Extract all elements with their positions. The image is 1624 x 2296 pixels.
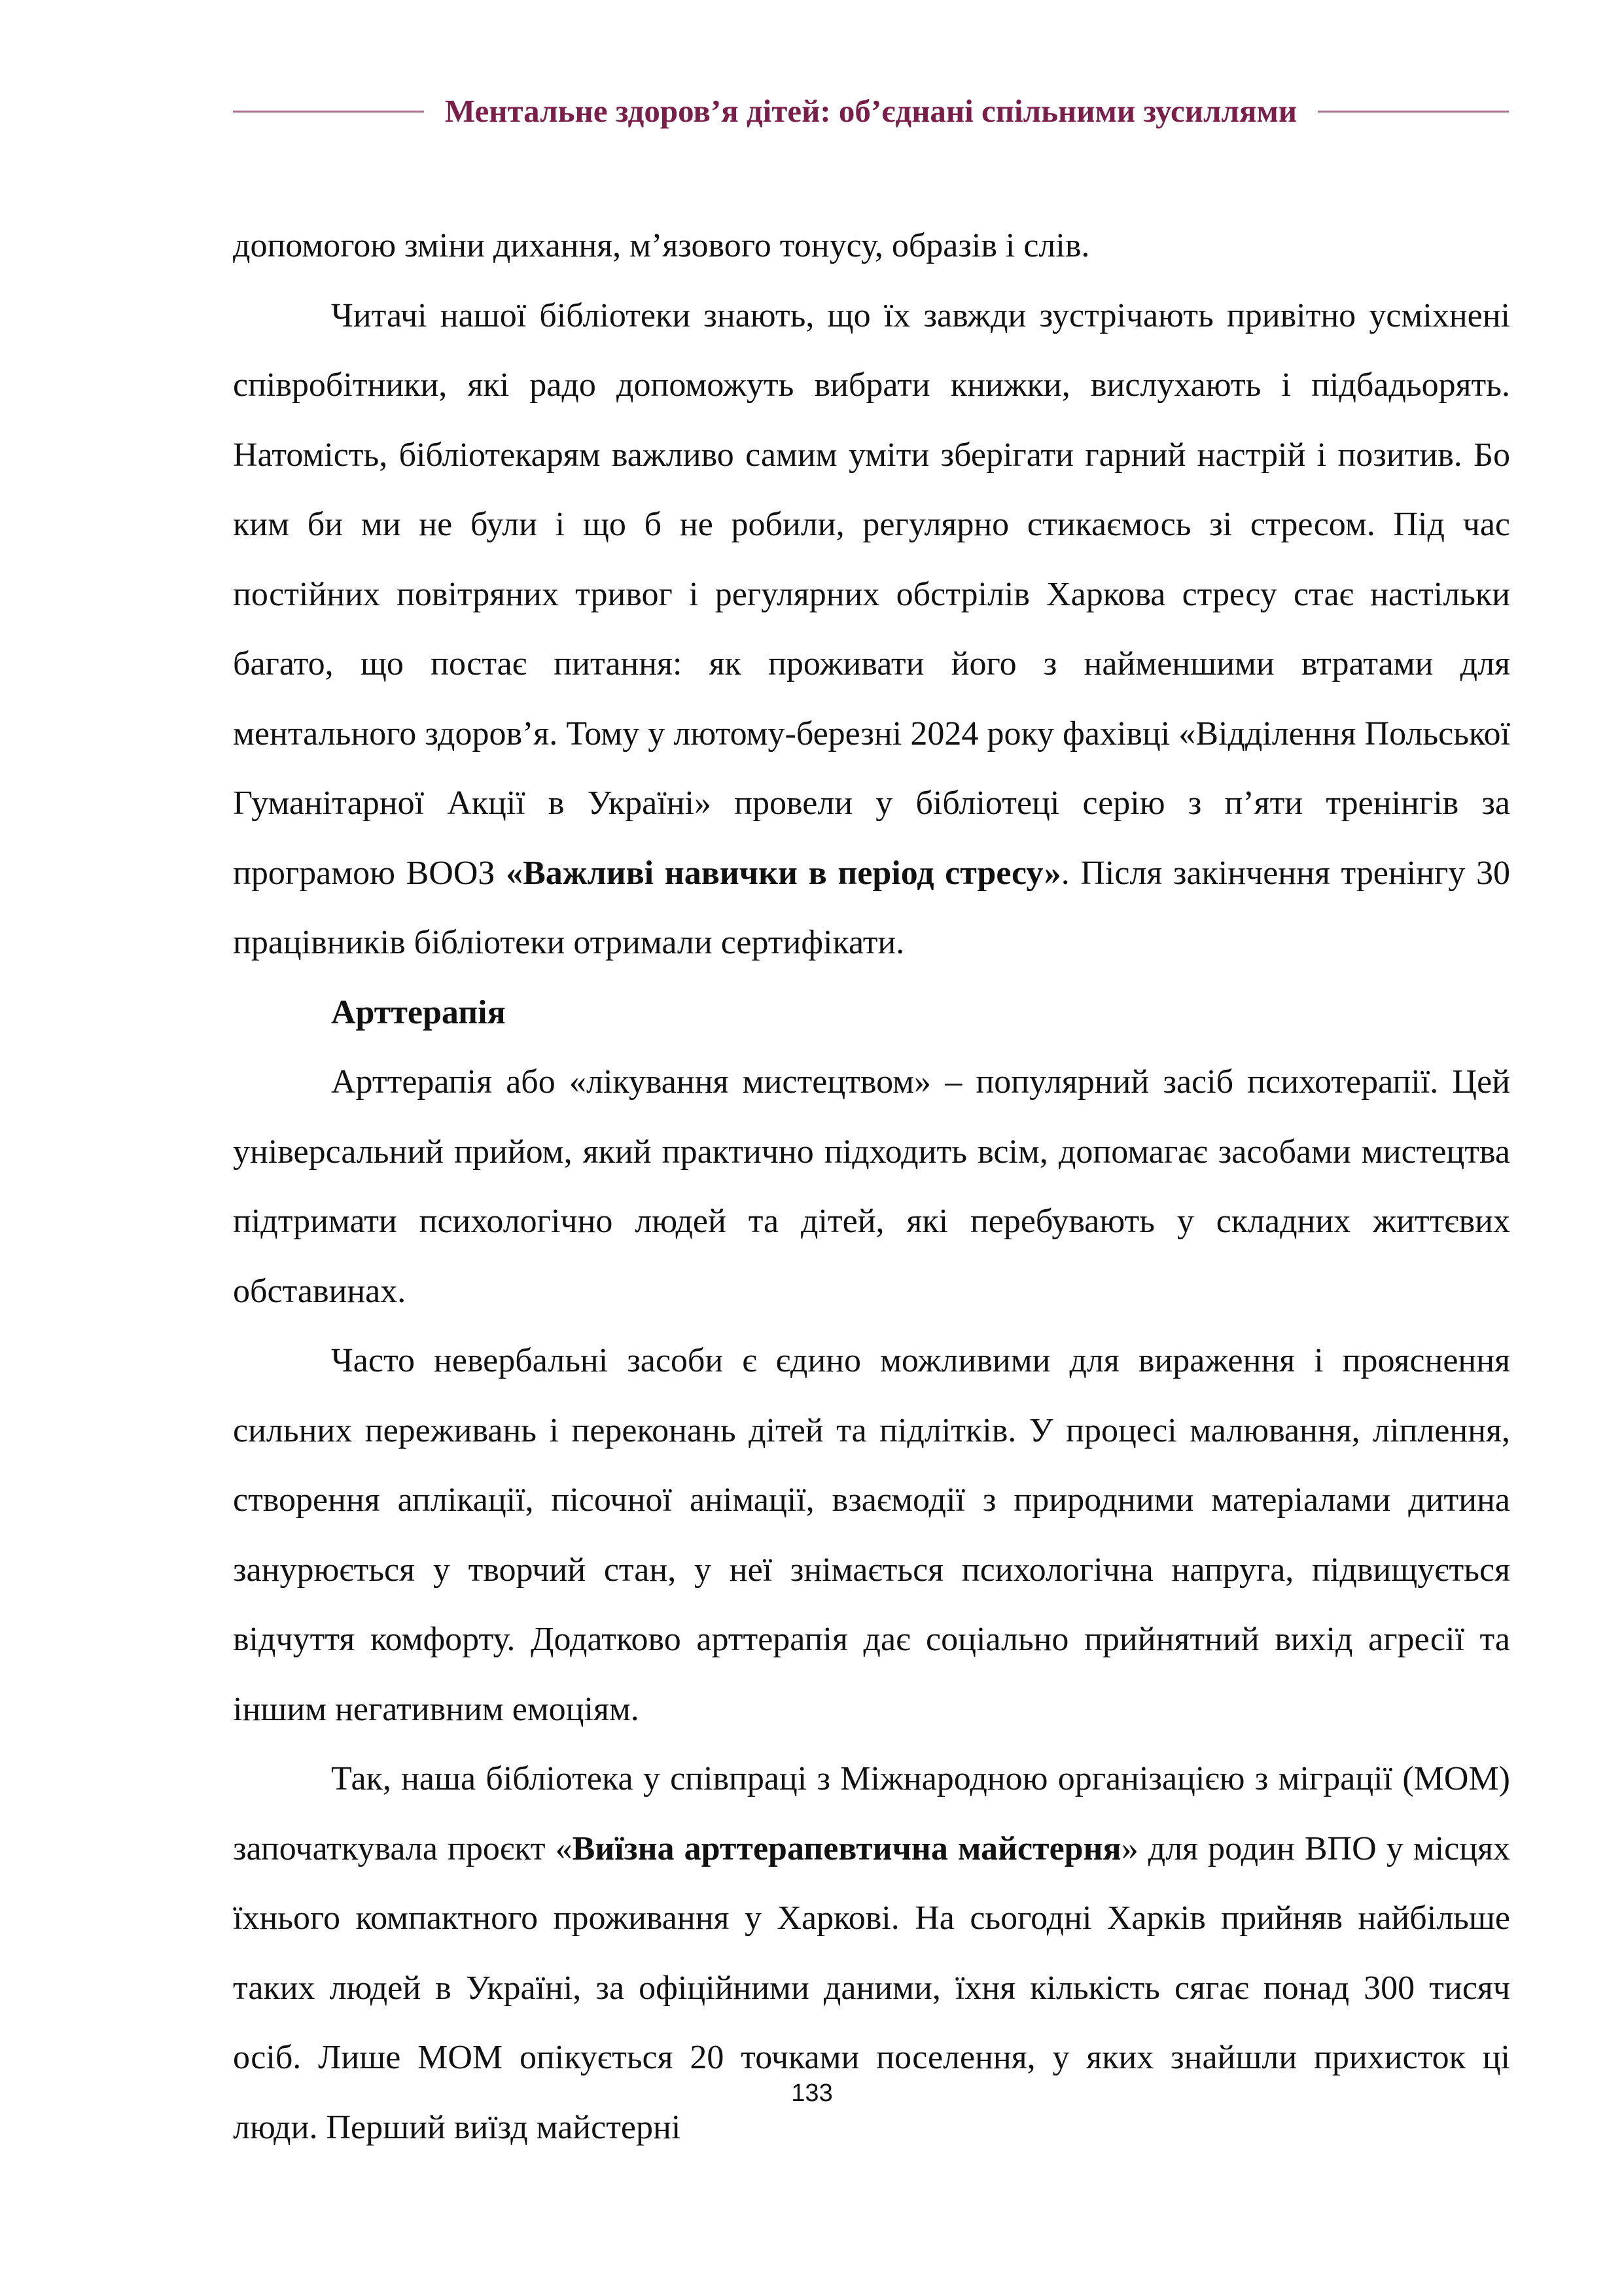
body-text bbox=[233, 211, 1510, 2163]
paragraph-continuation: допомогою зміни дихання, м’язового тонусу, образів і слів. bbox=[233, 227, 1090, 264]
paragraph-art-therapy-definition: Арттерапія або «лікування мистецтвом» – популярний засіб психотерапії. Цей універсальний прийом, який практично підходить всім, допомагає засобами мистецтва підтримати психологічно людей та дітей, які перебувають у складних життєвих обставинах. bbox=[233, 1063, 1510, 1310]
section-heading-art-therapy: Арттерапія bbox=[331, 993, 506, 1031]
training-program-title: «Важливі навички в період стресу» bbox=[506, 854, 1061, 892]
paragraph-text: . Після закінчення тренінгу 30 працівників бібліотеки отримали сертифікати. bbox=[233, 854, 1510, 961]
paragraph-nonverbal-means: Часто невербальні засоби є єдино можливими для вираження і прояснення сильних переживань і переконань дітей та підлітків. У процесі малювання, ліплення, створення аплікації, пісочної анімації, взаємодії з природними матеріалами дитина занурюється у творчий стан, у неї знімається психологічна напруга, підвищується відчуття комфорту. Додатково арттерапія дає соціально прийнятний вихід агресії та іншим негативним емоціям. bbox=[233, 1342, 1510, 1728]
header-title: Ментальне здоров’я дітей: об’єднані спільними зусиллями bbox=[444, 93, 1297, 129]
header-rule-left bbox=[233, 111, 424, 113]
header-rule-right bbox=[1318, 111, 1509, 113]
paragraph-text: » для родин ВПО у місцях їхнього компактного проживання у Харкові. На сьогодні Харків прийняв найбільше таких людей в Україні, за офіційними даними, їхня кількість сягає понад 300 тисяч осіб. Лише МОМ опікується 20 точками поселення, у яких знайшли прихисток ці люди. Перший виїзд майстерні bbox=[233, 1829, 1510, 2146]
paragraph-text: Так, наша бібліотека у співпраці з Міжнародною організацією з міграції (МОМ) започаткувала проєкт « bbox=[233, 1760, 1510, 1867]
running-header bbox=[233, 90, 1509, 132]
page-number: 133 bbox=[791, 2079, 833, 2107]
project-title: Виїзна арттерапевтична майстерня bbox=[572, 1829, 1121, 1867]
paragraph-library-readers bbox=[233, 281, 1510, 978]
paragraph-text: Читачі нашої бібліотеки знають, що їх завжди зустрічають привітно усміхнені співробітники, які радо допоможуть вибрати книжки, вислухають і підбадьорять. Натомість, бібліотекарям важливо самим уміти зберігати гарний настрій і позитив. Бо ким би ми не були і що б не робили, регулярно стикаємось зі стресом. Під час постійних повітряних тривог і регулярних обстрілів Харкова стресу стає настільки багато, що постає питання: як проживати його з найменшими втратами для ментального здоров’я. Тому у лютому-березні 2024 року фахівці «Відділення Польської Гуманітарної Акції в Україні» провели у бібліотеці серію з п’яти тренінгів за програмою ВООЗ bbox=[233, 296, 1510, 892]
